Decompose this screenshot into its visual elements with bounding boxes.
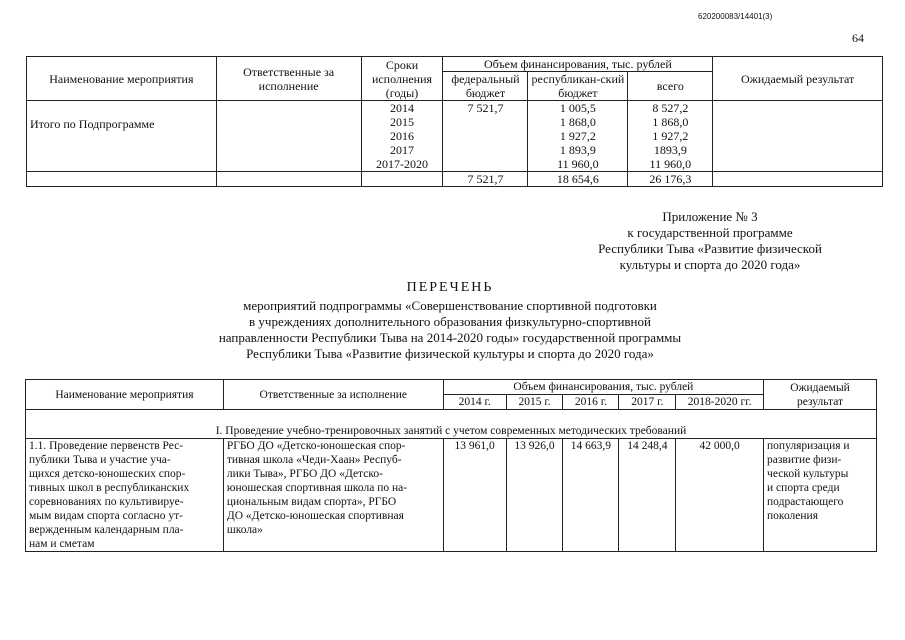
header-year-2015: 2015 г.	[506, 395, 563, 410]
total-value: 1 927,2	[652, 129, 689, 143]
responsible-line: циональным видам спорта», РГБО	[226, 496, 397, 508]
activity-name-cell	[26, 439, 224, 552]
years-cell	[361, 101, 443, 172]
title-heading: ПЕРЕЧЕНЬ	[406, 280, 494, 295]
table-row-sum	[27, 172, 883, 187]
federal-cell	[443, 101, 528, 172]
sum-empty	[216, 172, 361, 187]
title-line: мероприятий подпрограммы «Совершенствование спортивной подготовки	[243, 298, 657, 313]
header-responsible: Ответственные за исполнение	[223, 380, 443, 410]
responsible-cell	[216, 101, 361, 172]
result-line: и спорта среди	[767, 482, 840, 494]
year: 2014	[390, 101, 414, 115]
header-year-2017: 2017 г.	[619, 395, 676, 410]
responsible-line: юношеская спортивная школа по на-	[226, 482, 408, 494]
result-cell	[713, 101, 883, 172]
result-line: подрастающего	[767, 496, 844, 508]
result-line: развитие физи-	[767, 454, 842, 466]
header-total: всего	[628, 72, 713, 101]
header-year-2018-2020: 2018-2020 гг.	[676, 395, 764, 410]
total-cell	[628, 101, 713, 172]
year: 2016	[390, 129, 414, 143]
appendix-line: культуры и спорта до 2020 года»	[619, 257, 801, 272]
appendix-line: Приложение № 3	[662, 209, 758, 224]
total-value: 11 960,0	[649, 157, 692, 171]
value-2016: 14 663,9	[563, 439, 619, 552]
activity-name-line: публики Тыва и участие уча-	[29, 454, 171, 466]
republic-cell	[528, 101, 628, 172]
header-name: Наименование мероприятия	[27, 57, 217, 101]
section-heading: I. Проведение учебно-тренировочных занятий с учетом современных методических требований	[26, 410, 877, 439]
republic-value: 1 005,5	[559, 101, 596, 115]
value-2017: 14 248,4	[619, 439, 676, 552]
responsible-line: школа»	[226, 524, 263, 536]
table-row	[27, 101, 883, 172]
republic-value: 1 868,0	[559, 115, 596, 129]
sum-empty	[27, 172, 217, 187]
title-line: Республики Тыва «Развитие физической культуры и спорта до 2020 года»	[246, 346, 654, 361]
list-title	[150, 280, 750, 362]
header-federal: федеральный бюджет	[443, 72, 528, 101]
header-year-2016: 2016 г.	[563, 395, 619, 410]
table-row	[26, 439, 877, 552]
appendix-line: Республики Тыва «Развитие физической	[598, 241, 822, 256]
total-value: 1 868,0	[652, 115, 689, 129]
year: 2017	[390, 143, 414, 157]
result-line: ческой культуры	[767, 468, 849, 480]
responsible-line: тивная школа «Чеди-Хаан» Респуб-	[226, 454, 402, 466]
value-2015: 13 926,0	[506, 439, 563, 552]
responsible-cell	[223, 439, 443, 552]
header-result: Ожидаемый результат	[713, 57, 883, 101]
sum-empty	[713, 172, 883, 187]
sum-federal: 7 521,7	[443, 172, 528, 187]
header-result: Ожидаемый результат	[764, 380, 877, 410]
republic-value: 11 960,0	[557, 157, 599, 171]
result-line: популяризация и	[767, 440, 850, 452]
result-line: поколения	[767, 510, 818, 522]
total-value: 1893,9	[653, 143, 687, 157]
activity-name-line: 1.1. Проведение первенств Рес-	[29, 440, 184, 452]
responsible-line: лики Тыва», РГБО ДО «Детско-	[226, 468, 383, 480]
responsible-line: РГБО ДО «Детско-юношеская спор-	[226, 440, 406, 452]
activity-name-line: мым видам спорта согласно ут-	[29, 510, 183, 522]
appendix-line: к государственной программе	[627, 225, 793, 240]
header-name: Наименование мероприятия	[26, 380, 224, 410]
row-label: Итого по Подпрограмме	[27, 101, 217, 172]
responsible-line: ДО «Детско-юношеская спортивная	[226, 510, 404, 522]
total-value: 8 527,2	[652, 101, 689, 115]
title-line: в учреждениях дополнительного образования физкультурно-спортивной	[249, 314, 651, 329]
header-funding: Объем финансирования, тыс. рублей	[443, 380, 763, 395]
value-2018-2020: 42 000,0	[676, 439, 764, 552]
value-2014: 13 961,0	[443, 439, 506, 552]
activity-name-line: соревнованиях по культивируе-	[29, 496, 184, 508]
header-funding: Объем финансирования, тыс. рублей	[443, 57, 713, 72]
document-number: 620200083/14401(3)	[698, 12, 773, 21]
activity-name-line: щихся детско-юношеских спор-	[29, 468, 186, 480]
appendix-block	[560, 209, 860, 273]
header-year-2014: 2014 г.	[443, 395, 506, 410]
header-responsible: Ответственные за исполнение	[216, 57, 361, 101]
subprogram-totals-table	[26, 56, 883, 187]
republic-value: 1 893,9	[559, 143, 596, 157]
activity-name-line: тивных школ в республиканских	[29, 482, 190, 494]
federal-value: 7 521,7	[467, 101, 504, 115]
activities-table	[25, 379, 877, 552]
republic-value: 1 927,2	[559, 129, 596, 143]
sum-republic: 18 654,6	[528, 172, 628, 187]
page-number: 64	[852, 31, 864, 45]
result-cell	[764, 439, 877, 552]
sum-empty	[361, 172, 443, 187]
header-republic: республикан-ский бюджет	[528, 72, 628, 101]
year: 2015	[390, 115, 414, 129]
activity-name-line: вержденным календарным пла-	[29, 524, 184, 536]
year: 2017-2020	[376, 157, 428, 171]
title-line: направленности Республики Тыва на 2014-2020 годы» государственной программы	[218, 330, 682, 345]
header-terms: Сроки исполнения (годы)	[361, 57, 443, 101]
sum-total: 26 176,3	[628, 172, 713, 187]
activity-name-line: нам и сметам	[29, 538, 95, 550]
